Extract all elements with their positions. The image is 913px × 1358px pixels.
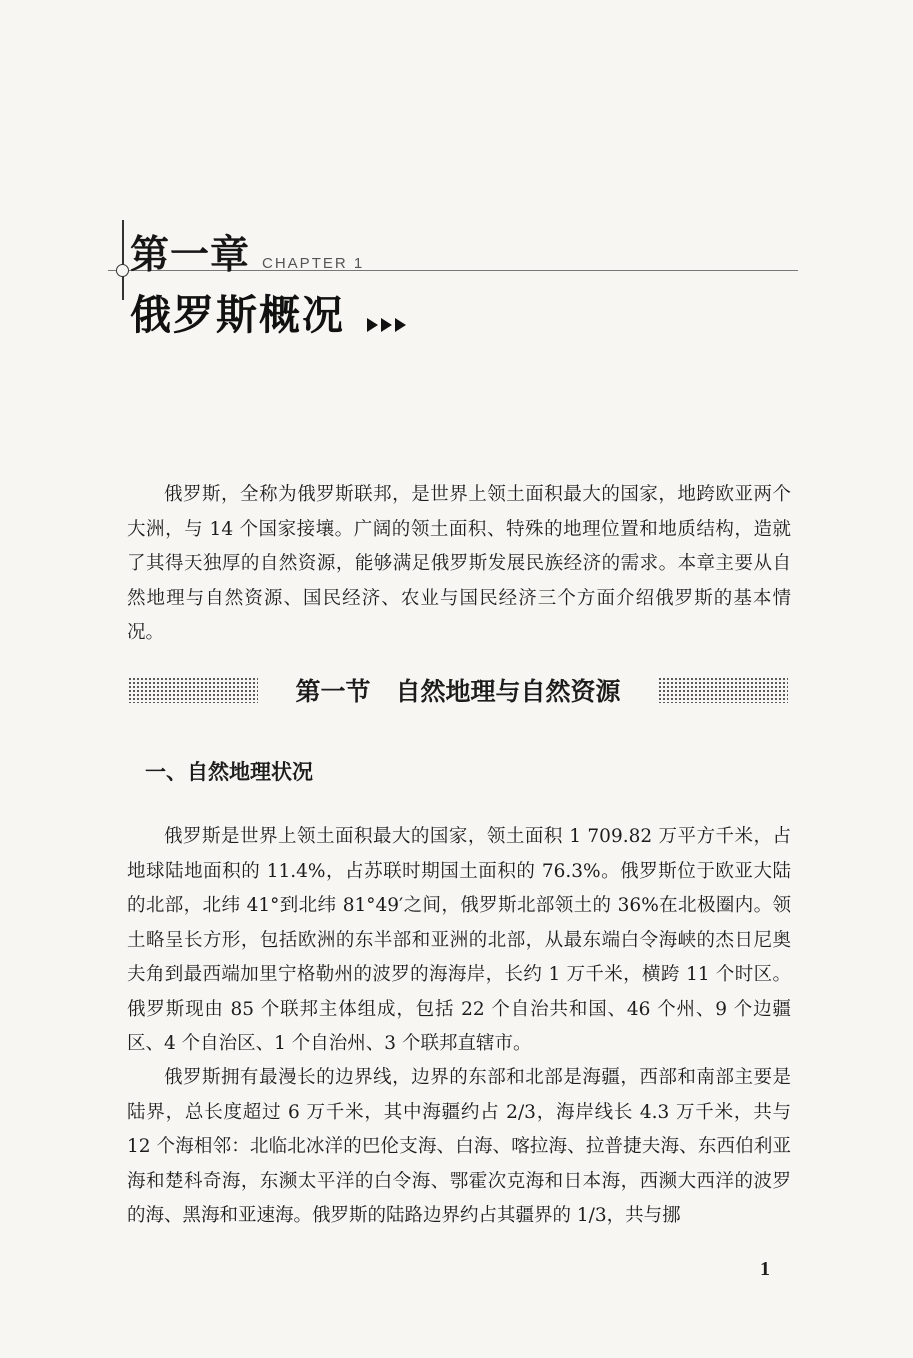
subsection-title: 一、自然地理状况 — [145, 760, 313, 784]
chapter-vertical-rule — [122, 220, 124, 300]
chapter-title — [130, 282, 409, 342]
chapter-label-en: CHAPTER 1 — [262, 255, 365, 272]
chapter-header — [108, 220, 798, 370]
dotted-ornament-right — [658, 677, 788, 703]
body-paragraph-1: 俄罗斯是世界上领土面积最大的国家，领土面积 1 709.82 万平方千米，占地球陆地面积的 11.4%，占苏联时期国土面积的 76.3%。俄罗斯位于欧亚大陆的北部，北纬 41°到北纬 81°49′之间，俄罗斯北部领土的 36%在北极圈内。领土略呈长方形，包括欧洲的东半部和亚洲的北部，从最东端白令海峡的杰日尼奥夫角到最西端加里宁格勒州的波罗的海海岸，长约 1 万千米，横跨 11 个时区。俄罗斯现由 85 个联邦主体组成，包括 22 个自治共和国、46 个州、9 个边疆区、4 个自治区、1 个自治州、3 个联邦直辖市。 — [127, 826, 791, 1054]
page-number: 1 — [760, 1258, 770, 1280]
chapter-rule-circle-icon — [116, 264, 129, 277]
triple-arrow-icon — [367, 294, 409, 342]
section-title: 第一节 自然地理与自然资源 — [295, 677, 621, 706]
chapter-label — [130, 224, 364, 280]
body-paragraph-2: 俄罗斯拥有最漫长的边界线，边界的东部和北部是海疆，西部和南部主要是陆界，总长度超过 6 万千米，其中海疆约占 2/3，海岸线长 4.3 万千米，共与 12 个海相邻：北临北冰洋的巴伦支海、白海、喀拉海、拉普捷夫海、东西伯利亚海和楚科奇海，东濒太平洋的白令海、鄂霍次克海和日本海，西濒大西洋的波罗的海、黑海和亚速海。俄罗斯的陆路边界约占其疆界的 1/3，共与挪 — [127, 1067, 791, 1226]
chapter-title-text: 俄罗斯概况 — [130, 291, 345, 339]
section-heading-bar — [128, 668, 788, 716]
intro-paragraph: 俄罗斯，全称为俄罗斯联邦，是世界上领土面积最大的国家，地跨欧亚两个大洲，与 14 个国家接壤。广阔的领土面积、特殊的地理位置和地质结构，造就了其得天独厚的自然资源，能够满足俄罗斯发展民族经济的需求。本章主要从自然地理与自然资源、国民经济、农业与国民经济三个方面介绍俄罗斯的基本情况。 — [127, 484, 791, 643]
dotted-ornament-left — [128, 677, 258, 703]
chapter-label-cn: 第一章 — [130, 233, 251, 278]
